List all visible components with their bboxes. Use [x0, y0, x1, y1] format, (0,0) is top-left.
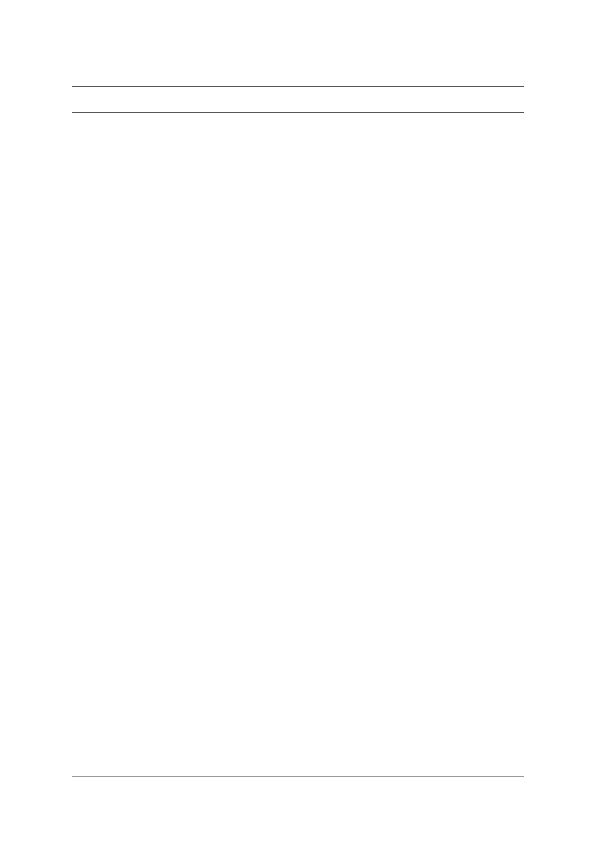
page-body	[72, 70, 524, 129]
section-heading-recognition	[72, 84, 524, 87]
section-heading-measurement	[72, 110, 524, 113]
footer-divider	[72, 776, 524, 777]
